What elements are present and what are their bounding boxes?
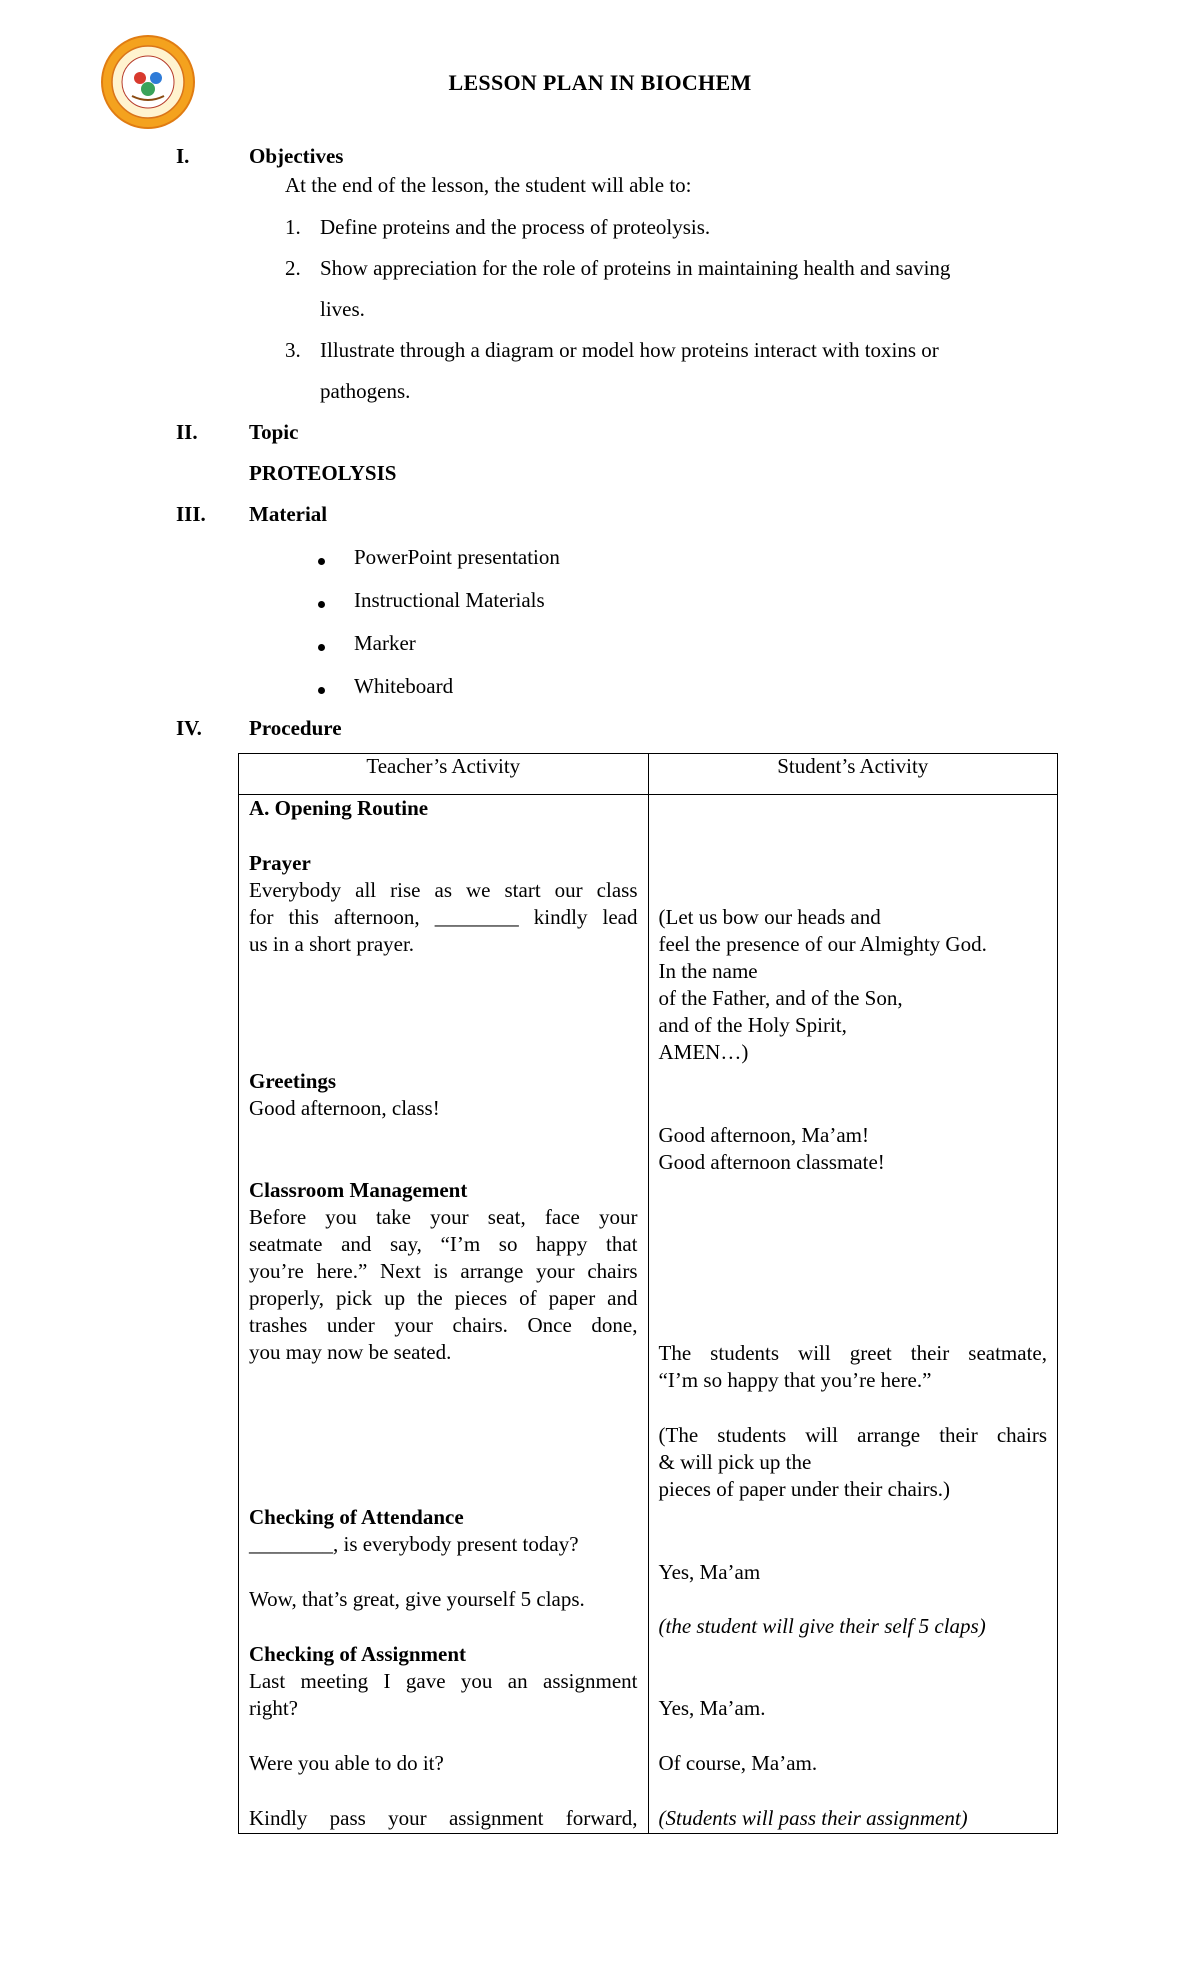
teacher-text: seatmate and say, “I’m so happy that [249,1232,638,1256]
teacher-text: trashes under your chairs. Once done, [249,1313,638,1337]
teacher-text: Good afternoon, class! [249,1096,440,1120]
teacher-text: Wow, that’s great, give yourself 5 claps. [249,1587,585,1611]
student-activity-cell [648,795,1058,1834]
opening-routine-heading: A. Opening Routine [249,796,429,820]
section-label: Objectives [249,144,344,168]
student-text: AMEN…) [658,1040,749,1064]
student-text: (Let us bow our heads and [658,905,881,929]
teacher-text: properly, pick up the pieces of paper and [249,1286,638,1310]
student-text: (the student will give their self 5 claps) [658,1614,986,1638]
bullet-icon [318,687,325,694]
procedure-table [238,753,1058,1834]
attendance-heading: Checking of Attendance [249,1505,464,1529]
student-text: “I’m so happy that you’re here.” [658,1368,932,1392]
section-number: II. [176,420,198,444]
bullet-icon [318,644,325,651]
teacher-text: us in a short prayer. [249,932,415,956]
teacher-text: Kindly pass your assignment forward, [249,1806,638,1830]
teacher-text: you’re here.” Next is arrange your chairs [249,1259,638,1283]
student-text: Of course, Ma’am. [658,1751,818,1775]
greetings-heading: Greetings [249,1069,337,1093]
classroom-management-heading: Classroom Management [249,1178,468,1202]
teacher-text: right? [249,1696,298,1720]
prayer-heading: Prayer [249,851,311,875]
section-number: III. [176,502,206,526]
teacher-text: Were you able to do it? [249,1751,444,1775]
section-number: IV. [176,716,202,740]
student-text: Yes, Ma’am [658,1560,761,1584]
student-text: (The students will arrange their chairs [658,1423,1047,1447]
teacher-text: you may now be seated. [249,1340,452,1364]
teacher-activity-header: Teacher’s Activity [239,754,649,795]
student-text: In the name [658,959,758,983]
topic-value: PROTEOLYSIS [249,461,397,485]
section-label: Topic [249,420,299,444]
teacher-text: Last meeting I gave you an assignment [249,1669,638,1693]
student-text: The students will greet their seatmate, [658,1341,1047,1365]
teacher-text: for this afternoon, ________ kindly lead [249,905,638,929]
objectives-intro: At the end of the lesson, the student will able to: [285,173,692,197]
teacher-text: Before you take your seat, face your [249,1205,638,1229]
student-text: Good afternoon classmate! [658,1150,885,1174]
student-text: Good afternoon, Ma’am! [658,1123,870,1147]
bullet-icon [318,558,325,565]
assignment-heading: Checking of Assignment [249,1642,467,1666]
student-text: feel the presence of our Almighty God. [658,932,987,956]
teacher-text: ________, is everybody present today? [249,1532,579,1556]
student-text: of the Father, and of the Son, [658,986,903,1010]
section-number: I. [176,144,190,168]
teacher-activity-cell [239,795,649,1834]
bullet-icon [318,601,325,608]
document-title: LESSON PLAN IN BIOCHEM [448,70,752,95]
section-label: Material [249,502,328,526]
teacher-text: Everybody all rise as we start our class [249,878,638,902]
section-label: Procedure [249,716,342,740]
student-text: Yes, Ma’am. [658,1696,766,1720]
student-text: (Students will pass their assignment) [658,1806,968,1830]
student-text: & will pick up the [658,1450,812,1474]
student-text: and of the Holy Spirit, [658,1013,847,1037]
student-activity-header: Student’s Activity [648,754,1058,795]
student-text: pieces of paper under their chairs.) [658,1477,951,1501]
